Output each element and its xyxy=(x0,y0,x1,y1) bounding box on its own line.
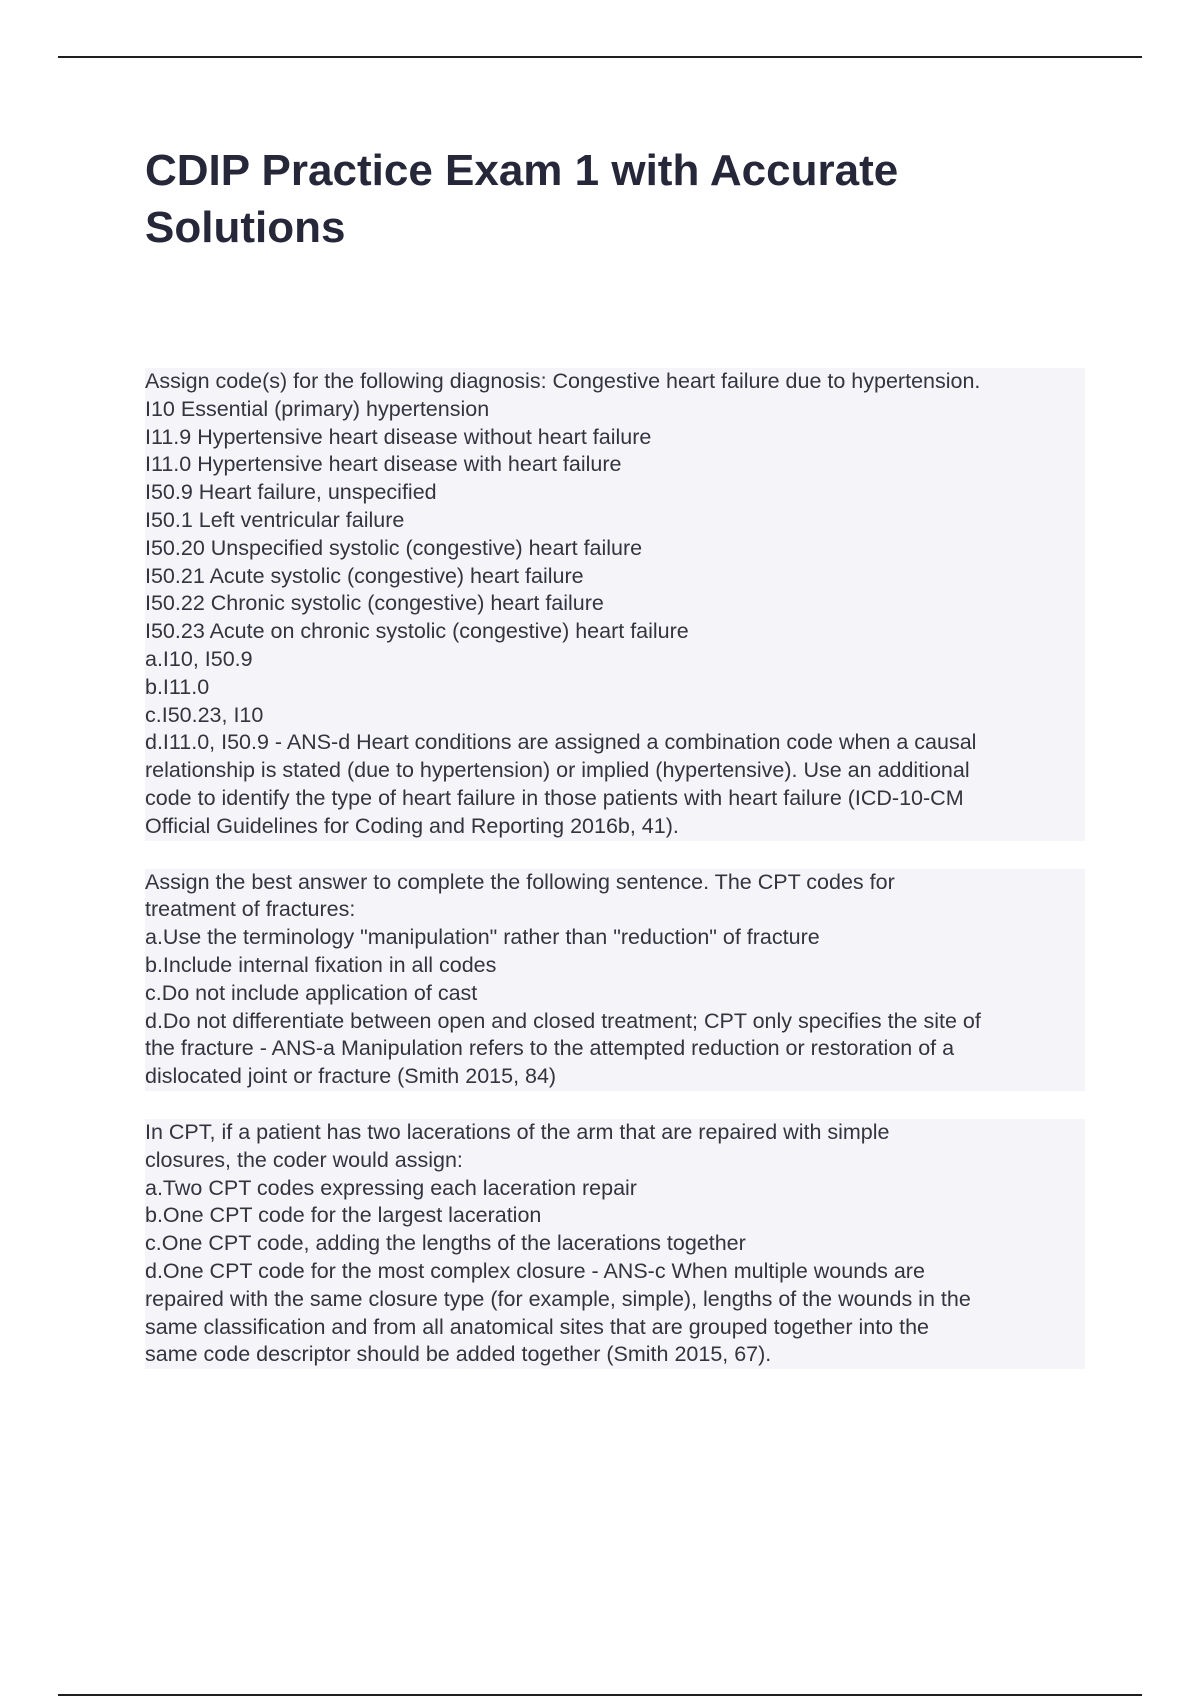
answer-option-a: a.I10, I50.9 xyxy=(145,646,253,671)
text-line: I50.20 Unspecified systolic (congestive) heart failure xyxy=(145,535,643,560)
text-line: same code descriptor should be added together (Smith 2015, 67). xyxy=(145,1342,772,1367)
text-line: Assign code(s) for the following diagnosis: Congestive heart failure due to hypertension. xyxy=(145,369,981,393)
text-line: I11.0 Hypertensive heart disease with heart failure xyxy=(145,452,622,477)
text-line: the fracture - ANS-a Manipulation refers to the attempted reduction or restoration of a xyxy=(145,1036,955,1061)
question-block-3 xyxy=(145,1119,1085,1369)
answer-option-b: b.Include internal fixation in all codes xyxy=(145,952,497,977)
text-line: code to identify the type of heart failure in those patients with heart failure (ICD-10-CM xyxy=(145,785,964,810)
answer-option-c: c.Do not include application of cast xyxy=(145,980,478,1005)
answer-option-d: d.Do not differentiate between open and closed treatment; CPT only specifies the site of xyxy=(145,1008,981,1033)
answer-option-b: b.One CPT code for the largest laceration xyxy=(145,1203,542,1228)
answer-option-d: d.One CPT code for the most complex closure - ANS-c When multiple wounds are xyxy=(145,1258,925,1283)
text-line: I50.21 Acute systolic (congestive) heart failure xyxy=(145,563,584,588)
text-line: I50.9 Heart failure, unspecified xyxy=(145,480,437,505)
answer-option-a: a.Two CPT codes expressing each laceration repair xyxy=(145,1175,637,1200)
text-line: I50.1 Left ventricular failure xyxy=(145,507,405,532)
text-line: repaired with the same closure type (for example, simple), lengths of the wounds in the xyxy=(145,1286,971,1311)
page-title: CDIP Practice Exam 1 with Accurate Solutions xyxy=(145,146,899,252)
text-line: I10 Essential (primary) hypertension xyxy=(145,396,490,421)
answer-option-c: c.I50.23, I10 xyxy=(145,702,264,727)
answer-option-c: c.One CPT code, adding the lengths of the lacerations together xyxy=(145,1231,746,1256)
answer-option-a: a.Use the terminology "manipulation" rather than "reduction" of fracture xyxy=(145,925,820,950)
document-body xyxy=(145,368,1085,1397)
text-line: treatment of fractures: xyxy=(145,897,356,922)
text-line: Assign the best answer to complete the following sentence. The CPT codes for xyxy=(145,869,895,894)
text-line: I11.9 Hypertensive heart disease without heart failure xyxy=(145,424,652,449)
question-block-1 xyxy=(145,368,1085,841)
text-line: relationship is stated (due to hypertension) or implied (hypertensive). Use an additional xyxy=(145,758,970,783)
text-line: I50.23 Acute on chronic systolic (congestive) heart failure xyxy=(145,619,689,644)
top-divider xyxy=(58,56,1142,58)
text-line: I50.22 Chronic systolic (congestive) heart failure xyxy=(145,591,604,616)
bottom-divider xyxy=(58,1694,1142,1696)
text-line: same classification and from all anatomical sites that are grouped together into the xyxy=(145,1314,929,1339)
answer-option-d: d.I11.0, I50.9 - ANS-d Heart conditions are assigned a combination code when a causal xyxy=(145,730,977,755)
answer-option-b: b.I11.0 xyxy=(145,674,210,699)
text-line: In CPT, if a patient has two lacerations of the arm that are repaired with simple xyxy=(145,1119,890,1144)
question-block-2 xyxy=(145,869,1085,1091)
text-line: Official Guidelines for Coding and Reporting 2016b, 41). xyxy=(145,813,679,838)
text-line: dislocated joint or fracture (Smith 2015, 84) xyxy=(145,1064,557,1089)
text-line: closures, the coder would assign: xyxy=(145,1147,463,1172)
